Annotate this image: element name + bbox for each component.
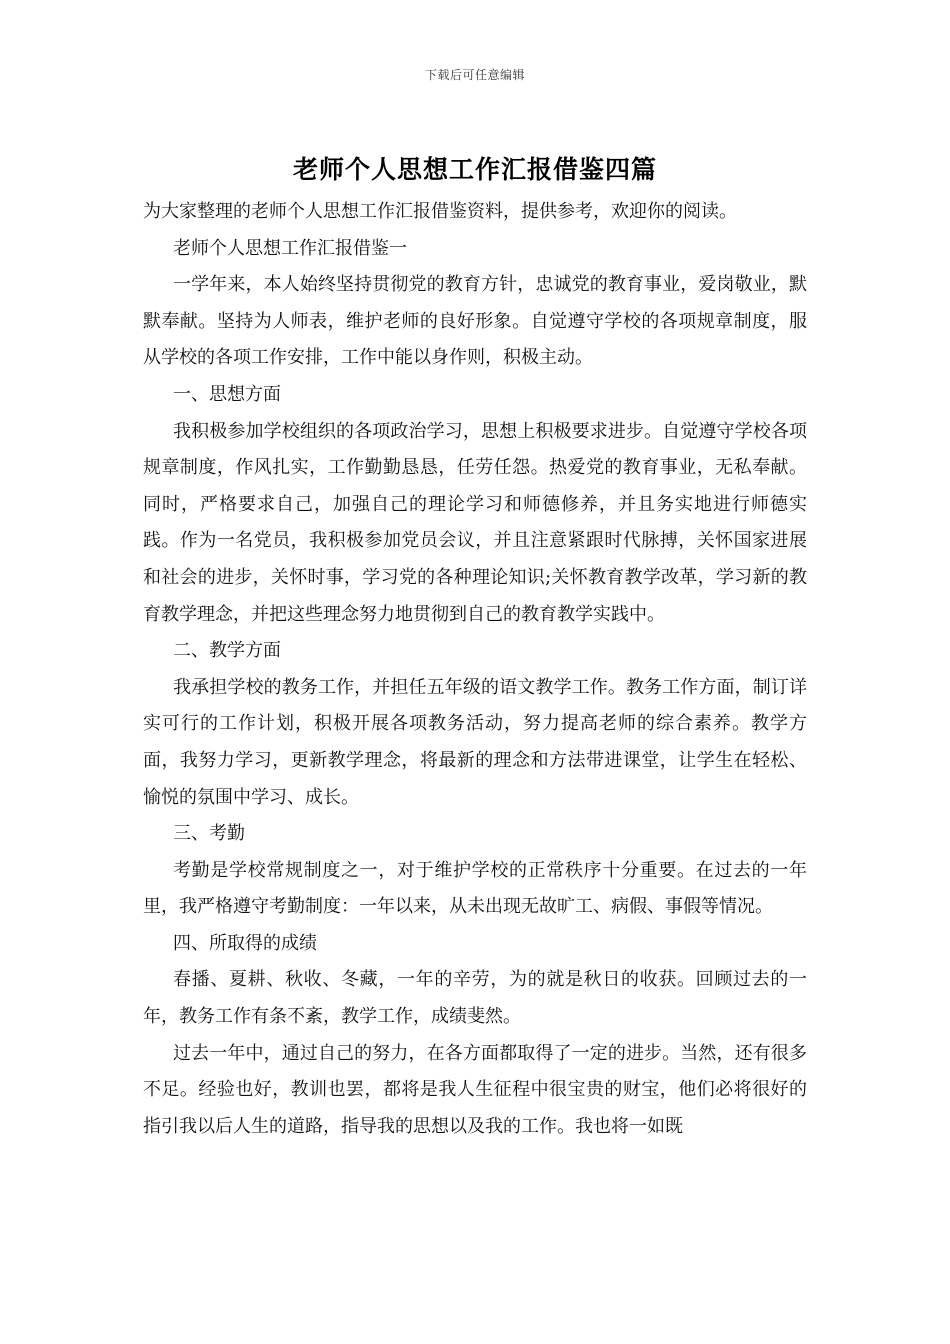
body-paragraph: 我积极参加学校组织的各项政治学习，思想上积极要求进步。自觉遵守学校各项规章制度，作风扎实，工作勤勤恳恳，任劳任怨。热爱党的教育事业，无私奉献。同时，严格要求自己，加强自己的理论学习和师德修养，并且务实地进行师德实践。作为一名党员，我积极参加党员会议，并且注意紧跟时代脉搏，关怀国家进展和社会的进步，关怀时事，学习党的各种理论知识;关怀教育教学改革，学习新的教育教学理念，并把这些理念努力地贯彻到自己的教育教学实践中。 xyxy=(143,420,807,625)
body-paragraph: 一学年来，本人始终坚持贯彻党的教育方针，忠诚党的教育事业，爱岗敬业，默默奉献。坚持为人师表，维护老师的良好形象。自觉遵守学校的各项规章制度，服从学校的各项工作安排，工作中能以身作则，积极主动。 xyxy=(143,274,807,369)
heading-thought: 一、思想方面 xyxy=(173,383,281,405)
heading-achievements: 四、所取得的成绩 xyxy=(173,932,317,954)
section-title-part-one: 老师个人思想工作汇报借鉴一 xyxy=(173,237,407,259)
heading-attendance: 三、考勤 xyxy=(173,823,245,845)
document-title: 老师个人思想工作汇报借鉴四篇 xyxy=(292,155,657,184)
intro-paragraph: 为大家整理的老师个人思想工作汇报借鉴资料，提供参考，欢迎你的阅读。 xyxy=(143,201,737,222)
body-paragraph: 我承担学校的教务工作，并担任五年级的语文教学工作。教务工作方面，制订详实可行的工作计划，积极开展各项教务活动，努力提高老师的综合素养。教学方面，我努力学习，更新教学理念，将最新的理念和方法带进课堂，让学生在轻松、愉悦的氛围中学习、成长。 xyxy=(143,676,807,808)
heading-teaching: 二、教学方面 xyxy=(173,640,281,662)
document-body xyxy=(143,194,807,1145)
header-note: 下载后可任意编辑 xyxy=(424,68,525,82)
body-paragraph: 过去一年中，通过自己的努力，在各方面都取得了一定的进步。当然，还有很多不足。经验也好，教训也罢，都将是我人生征程中很宝贵的财宝，他们必将很好的指引我以后人生的道路，指导我的思想以及我的工作。我也将一如既 xyxy=(143,1042,807,1137)
body-paragraph: 考勤是学校常规制度之一，对于维护学校的正常秩序十分重要。在过去的一年里，我严格遵守考勤制度：一年以来，从未出现无故旷工、病假、事假等情况。 xyxy=(143,859,807,918)
body-paragraph: 春播、夏耕、秋收、冬藏，一年的辛劳，为的就是秋日的收获。回顾过去的一年，教务工作有条不紊，教学工作，成绩斐然。 xyxy=(143,969,807,1028)
